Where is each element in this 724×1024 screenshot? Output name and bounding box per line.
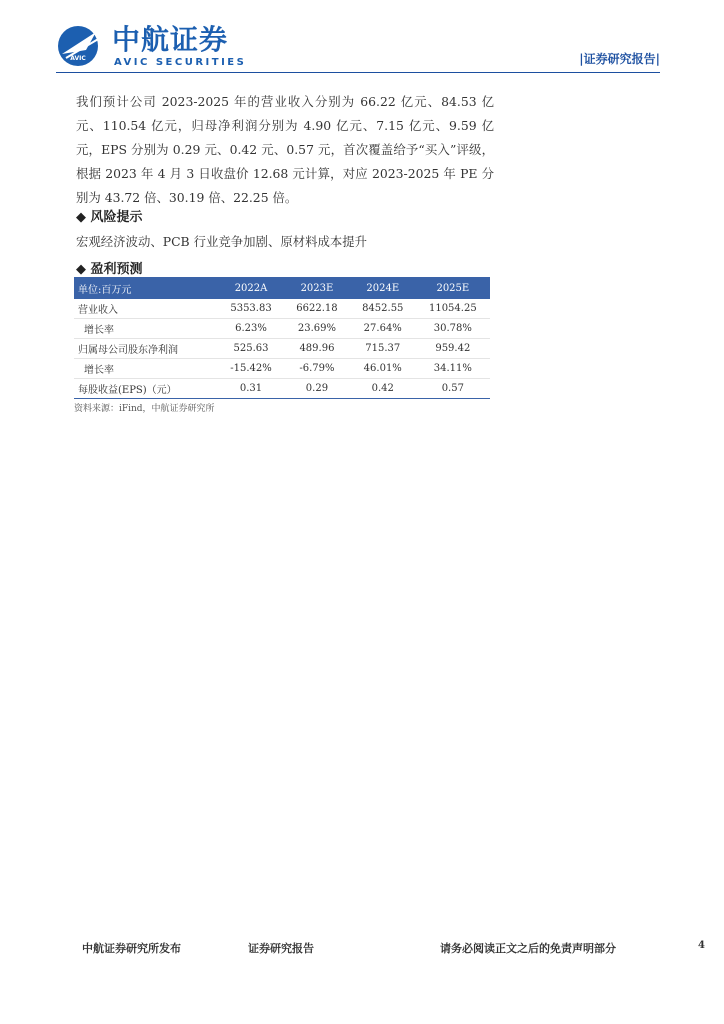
avic-logo-icon [56, 24, 104, 68]
earnings-forecast-table [74, 277, 490, 399]
table-cell: 23.69% [284, 319, 350, 339]
table-header-row [74, 277, 490, 299]
header-divider [56, 72, 660, 73]
table-cell: 959.42 [416, 339, 490, 359]
logo-english-text: AVIC SECURITIES [114, 57, 247, 68]
table-cell: 30.78% [416, 319, 490, 339]
table-cell: 8452.55 [350, 299, 416, 319]
forecast-paragraph: 我们预计公司 2023-2025 年的营业收入分别为 66.22 亿元、84.53 亿元、110.54 亿元，归母净利润分别为 4.90 亿元、7.15 亿元、9.59 亿元，EPS 分别为 0.29 元、0.42 元、0.57 元，首次覆盖给予“买入”评级，根据 2023 年 4 月 3 日收盘价 12.68 元计算，对应 2023-2025 年 PE 分别为 43.72 倍、30.19 倍、22.25 倍。 [76, 94, 494, 205]
column-header: 2025E [416, 277, 490, 299]
table-cell: 27.64% [350, 319, 416, 339]
page-number: 4 [698, 940, 705, 951]
bullet-diamond-icon: ◆ [76, 262, 86, 277]
column-header: 2024E [350, 277, 416, 299]
forecast-heading-label: 盈利预测 [90, 262, 143, 277]
risk-heading [76, 206, 143, 225]
bullet-diamond-icon: ◆ [76, 210, 86, 225]
table-row [74, 299, 490, 319]
table-cell: 0.57 [416, 379, 490, 399]
page-header [56, 20, 660, 72]
svg-text:AVIC: AVIC [70, 55, 86, 62]
table-cell: 6.23% [218, 319, 284, 339]
table-cell: 489.96 [284, 339, 350, 359]
column-header: 2022A [218, 277, 284, 299]
table-cell: 0.42 [350, 379, 416, 399]
risk-text: 宏观经济波动、PCB 行业竞争加剧、原材料成本提升 [76, 234, 368, 249]
forecast-heading [76, 258, 143, 277]
table-cell: 5353.83 [218, 299, 284, 319]
table-cell: 6622.18 [284, 299, 350, 319]
table-row [74, 339, 490, 359]
table-cell: 46.01% [350, 359, 416, 379]
table-cell: 0.29 [284, 379, 350, 399]
footer-report-type: 证券研究报告 [248, 942, 314, 955]
table-cell: -15.42% [218, 359, 284, 379]
logo-chinese-text: 中航证券 [112, 23, 229, 56]
table-cell: 34.11% [416, 359, 490, 379]
table-cell: 715.37 [350, 339, 416, 359]
row-label: 增长率 [74, 359, 218, 379]
report-type-tag: |证券研究报告| [579, 52, 660, 66]
table-cell: -6.79% [284, 359, 350, 379]
footer-publisher: 中航证券研究所发布 [82, 942, 181, 955]
column-header: 单位:百万元 [74, 277, 218, 299]
table-row [74, 379, 490, 399]
table-cell: 11054.25 [416, 299, 490, 319]
table-row [74, 359, 490, 379]
row-label: 增长率 [74, 319, 218, 339]
table-row [74, 319, 490, 339]
row-label: 营业收入 [74, 299, 218, 319]
table-cell: 525.63 [218, 339, 284, 359]
risk-heading-label: 风险提示 [90, 210, 143, 225]
row-label: 归属母公司股东净利润 [74, 339, 218, 359]
footer-disclaimer-note: 请务必阅读正文之后的免责声明部分 [440, 942, 616, 955]
table-cell: 0.31 [218, 379, 284, 399]
row-label: 每股收益(EPS)（元） [74, 379, 218, 399]
column-header: 2023E [284, 277, 350, 299]
table-source-note: 资料来源：iFind，中航证券研究所 [74, 404, 215, 414]
